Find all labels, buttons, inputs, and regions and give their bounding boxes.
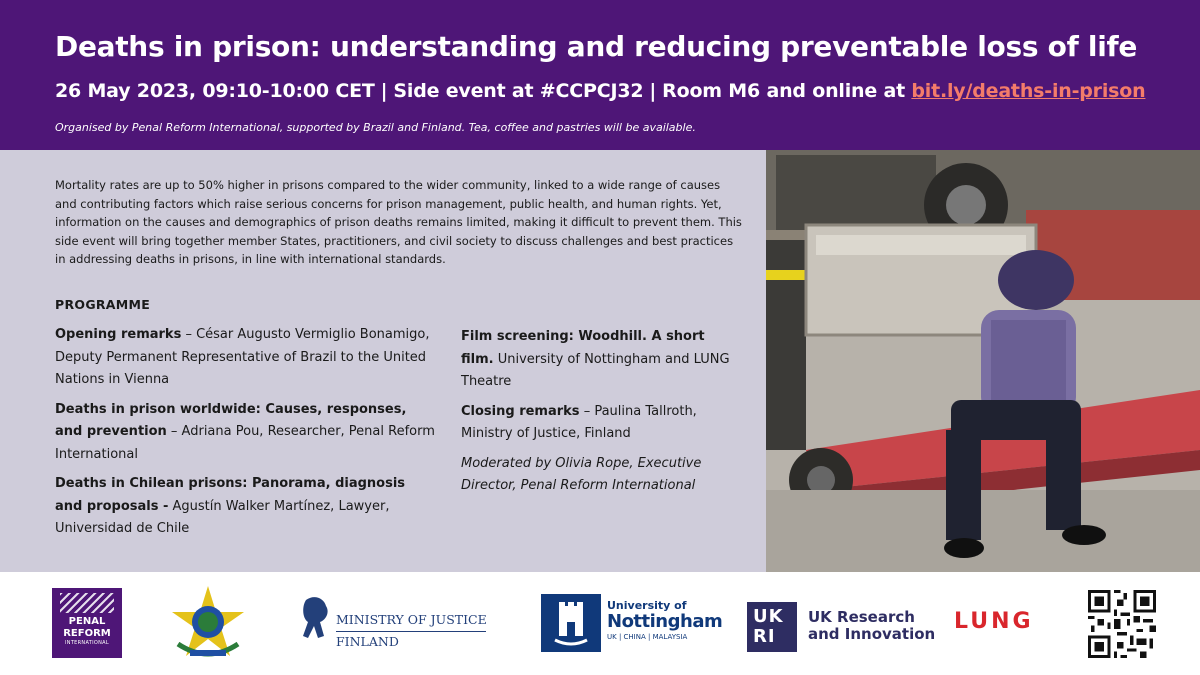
- moderator-note: Moderated by Olivia Rope, Executive Director, Penal Reform International: [461, 455, 702, 493]
- programme-right-column: [461, 326, 741, 505]
- programme-item: Closing remarks – Paulina Tallroth, Ministry of Justice, Finland: [461, 403, 697, 441]
- programme-item: Deaths in Chilean prisons: Panorama, diagnosis and proposals - Agustín Walker Martínez, Lawyer, Universidad de Chile: [55, 476, 406, 536]
- divider: [336, 631, 486, 632]
- pri-logo: PENAL REFORM INTERNATIONAL: [52, 588, 122, 658]
- programme-item: Opening remarks – César Augusto Vermiglio Bonamigo, Deputy Permanent Representative of Brazil to the United Nations in Vienna: [55, 327, 430, 387]
- ukri-logo-text: UK Research and Innovation: [808, 608, 936, 643]
- pri-stripes: [60, 593, 114, 613]
- ukri-mark: UK RI: [747, 602, 797, 652]
- qr-code-icon[interactable]: [1088, 590, 1156, 658]
- event-title: Deaths in prison: understanding and reducing preventable loss of life: [55, 30, 1138, 63]
- lung-logo: LUNG: [954, 609, 1034, 634]
- separator: |: [380, 80, 388, 102]
- nottingham-crest: [541, 594, 601, 652]
- programme-heading: PROGRAMME: [55, 297, 151, 312]
- separator: |: [649, 80, 657, 102]
- nottingham-castle-icon: [541, 594, 601, 652]
- ministry-of-justice-logo: MINISTRY OF JUSTICE FINLAND: [300, 594, 490, 654]
- event-date-time: 26 May 2023, 09:10-10:00 CET: [55, 80, 375, 102]
- organiser-note: Organised by Penal Reform International, supported by Brazil and Finland. Tea, coffee and pastries will be available.: [55, 121, 696, 134]
- partner-logos: [0, 572, 1200, 675]
- event-photo: [766, 150, 1200, 572]
- nottingham-logo-text: University of Nottingham UK | CHINA | MALAYSIA: [607, 599, 723, 641]
- content-panel: [0, 150, 766, 572]
- side-event-label: Side event at #CCPCJ32: [393, 80, 644, 102]
- header-banner: [0, 0, 1200, 150]
- lion-crest-icon: [300, 594, 332, 642]
- programme-item: Deaths in prison worldwide: Causes, responses, and prevention – Adriana Pou, Researcher, Penal Reform International: [55, 401, 435, 462]
- room-label: Room M6 and online at: [662, 80, 905, 102]
- programme-item: Film screening: Woodhill. A short film. University of Nottingham and LUNG Theatre: [461, 329, 730, 389]
- programme-left-column: [55, 324, 435, 548]
- event-details: [55, 80, 1145, 102]
- event-link[interactable]: bit.ly/deaths-in-prison: [911, 80, 1146, 102]
- intro-paragraph: Mortality rates are up to 50% higher in prisons compared to the wider community, linked to a wide range of causes and contributing factors which raise serious concerns for prison management, public health, and human rights. Yet, information on the causes and demographics of prison deaths remains limited, making it difficult to prevent them. This side event will bring together member States, practitioners, and civil society to discuss challenges and best practices in addressing deaths in prisons, in line with international standards.: [55, 178, 742, 266]
- brazil-coat-of-arms-icon: [168, 584, 248, 664]
